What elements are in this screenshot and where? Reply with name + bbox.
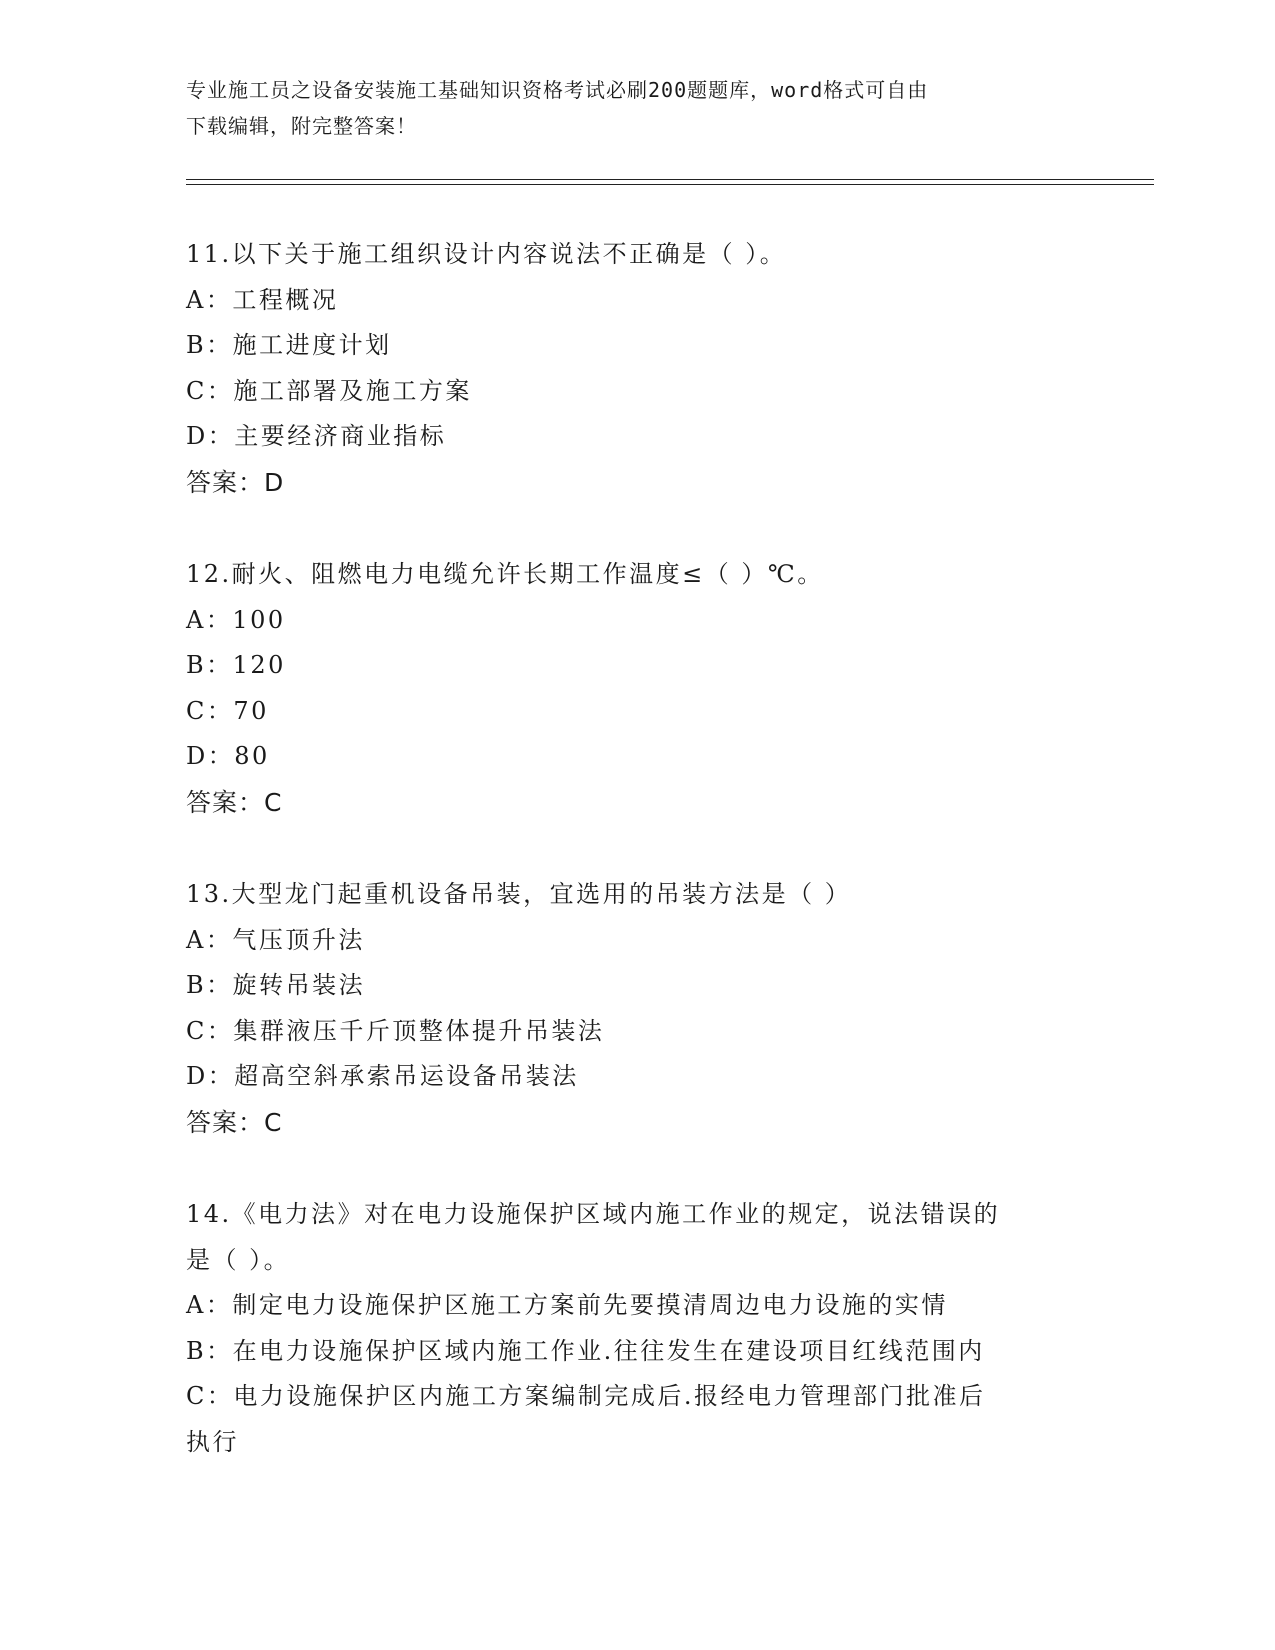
option-c: C：集群液压千斤顶整体提升吊装法 bbox=[186, 1016, 605, 1045]
header-divider bbox=[186, 179, 1154, 180]
question-stem: 11.以下关于施工组织设计内容说法不正确是（ ）。 bbox=[186, 240, 787, 268]
document-header bbox=[186, 72, 1086, 144]
question-stem: 是（ ）。 bbox=[186, 1245, 291, 1274]
option-b: B：旋转吊装法 bbox=[186, 971, 366, 999]
question-13 bbox=[186, 872, 1106, 1145]
option-c: 执行 bbox=[186, 1427, 239, 1456]
answer-label: 答案：C bbox=[186, 1107, 283, 1137]
header-line: 下载编辑，附完整答案！ bbox=[186, 114, 417, 138]
option-d: D：主要经济商业指标 bbox=[186, 422, 447, 450]
question-14 bbox=[186, 1192, 1106, 1465]
question-11 bbox=[186, 232, 1106, 505]
answer-label: 答案：D bbox=[186, 467, 285, 497]
question-stem: 13.大型龙门起重机设备吊装，宜选用的吊装方法是（ ） bbox=[186, 880, 852, 908]
question-stem: 14.《电力法》对在电力设施保护区域内施工作业的规定，说法错误的 bbox=[186, 1200, 1001, 1228]
option-c: C：70 bbox=[186, 696, 269, 725]
question-list bbox=[186, 232, 1106, 1512]
option-d: D：80 bbox=[186, 742, 270, 770]
question-12 bbox=[186, 552, 1106, 825]
option-a: A：气压顶升法 bbox=[186, 925, 365, 954]
option-a: A：100 bbox=[186, 605, 286, 634]
header-line: 专业施工员之设备安装施工基础知识资格考试必刷200题题库，word格式可自由 bbox=[186, 78, 929, 102]
header-divider bbox=[186, 184, 1154, 185]
answer-label: 答案：C bbox=[186, 787, 283, 817]
option-a: A：制定电力设施保护区施工方案前先要摸清周边电力设施的实情 bbox=[186, 1291, 948, 1319]
option-d: D：超高空斜承索吊运设备吊装法 bbox=[186, 1062, 579, 1090]
option-c: C：电力设施保护区内施工方案编制完成后.报经电力管理部门批准后 bbox=[186, 1382, 986, 1410]
option-b: B：120 bbox=[186, 651, 286, 679]
option-a: A：工程概况 bbox=[186, 285, 339, 314]
option-c: C：施工部署及施工方案 bbox=[186, 376, 472, 405]
question-stem: 12.耐火、阻燃电力电缆允许长期工作温度≤（ ）℃。 bbox=[186, 560, 824, 588]
option-b: B：在电力设施保护区域内施工作业.往往发生在建设项目红线范围内 bbox=[186, 1336, 985, 1365]
option-b: B：施工进度计划 bbox=[186, 331, 392, 359]
